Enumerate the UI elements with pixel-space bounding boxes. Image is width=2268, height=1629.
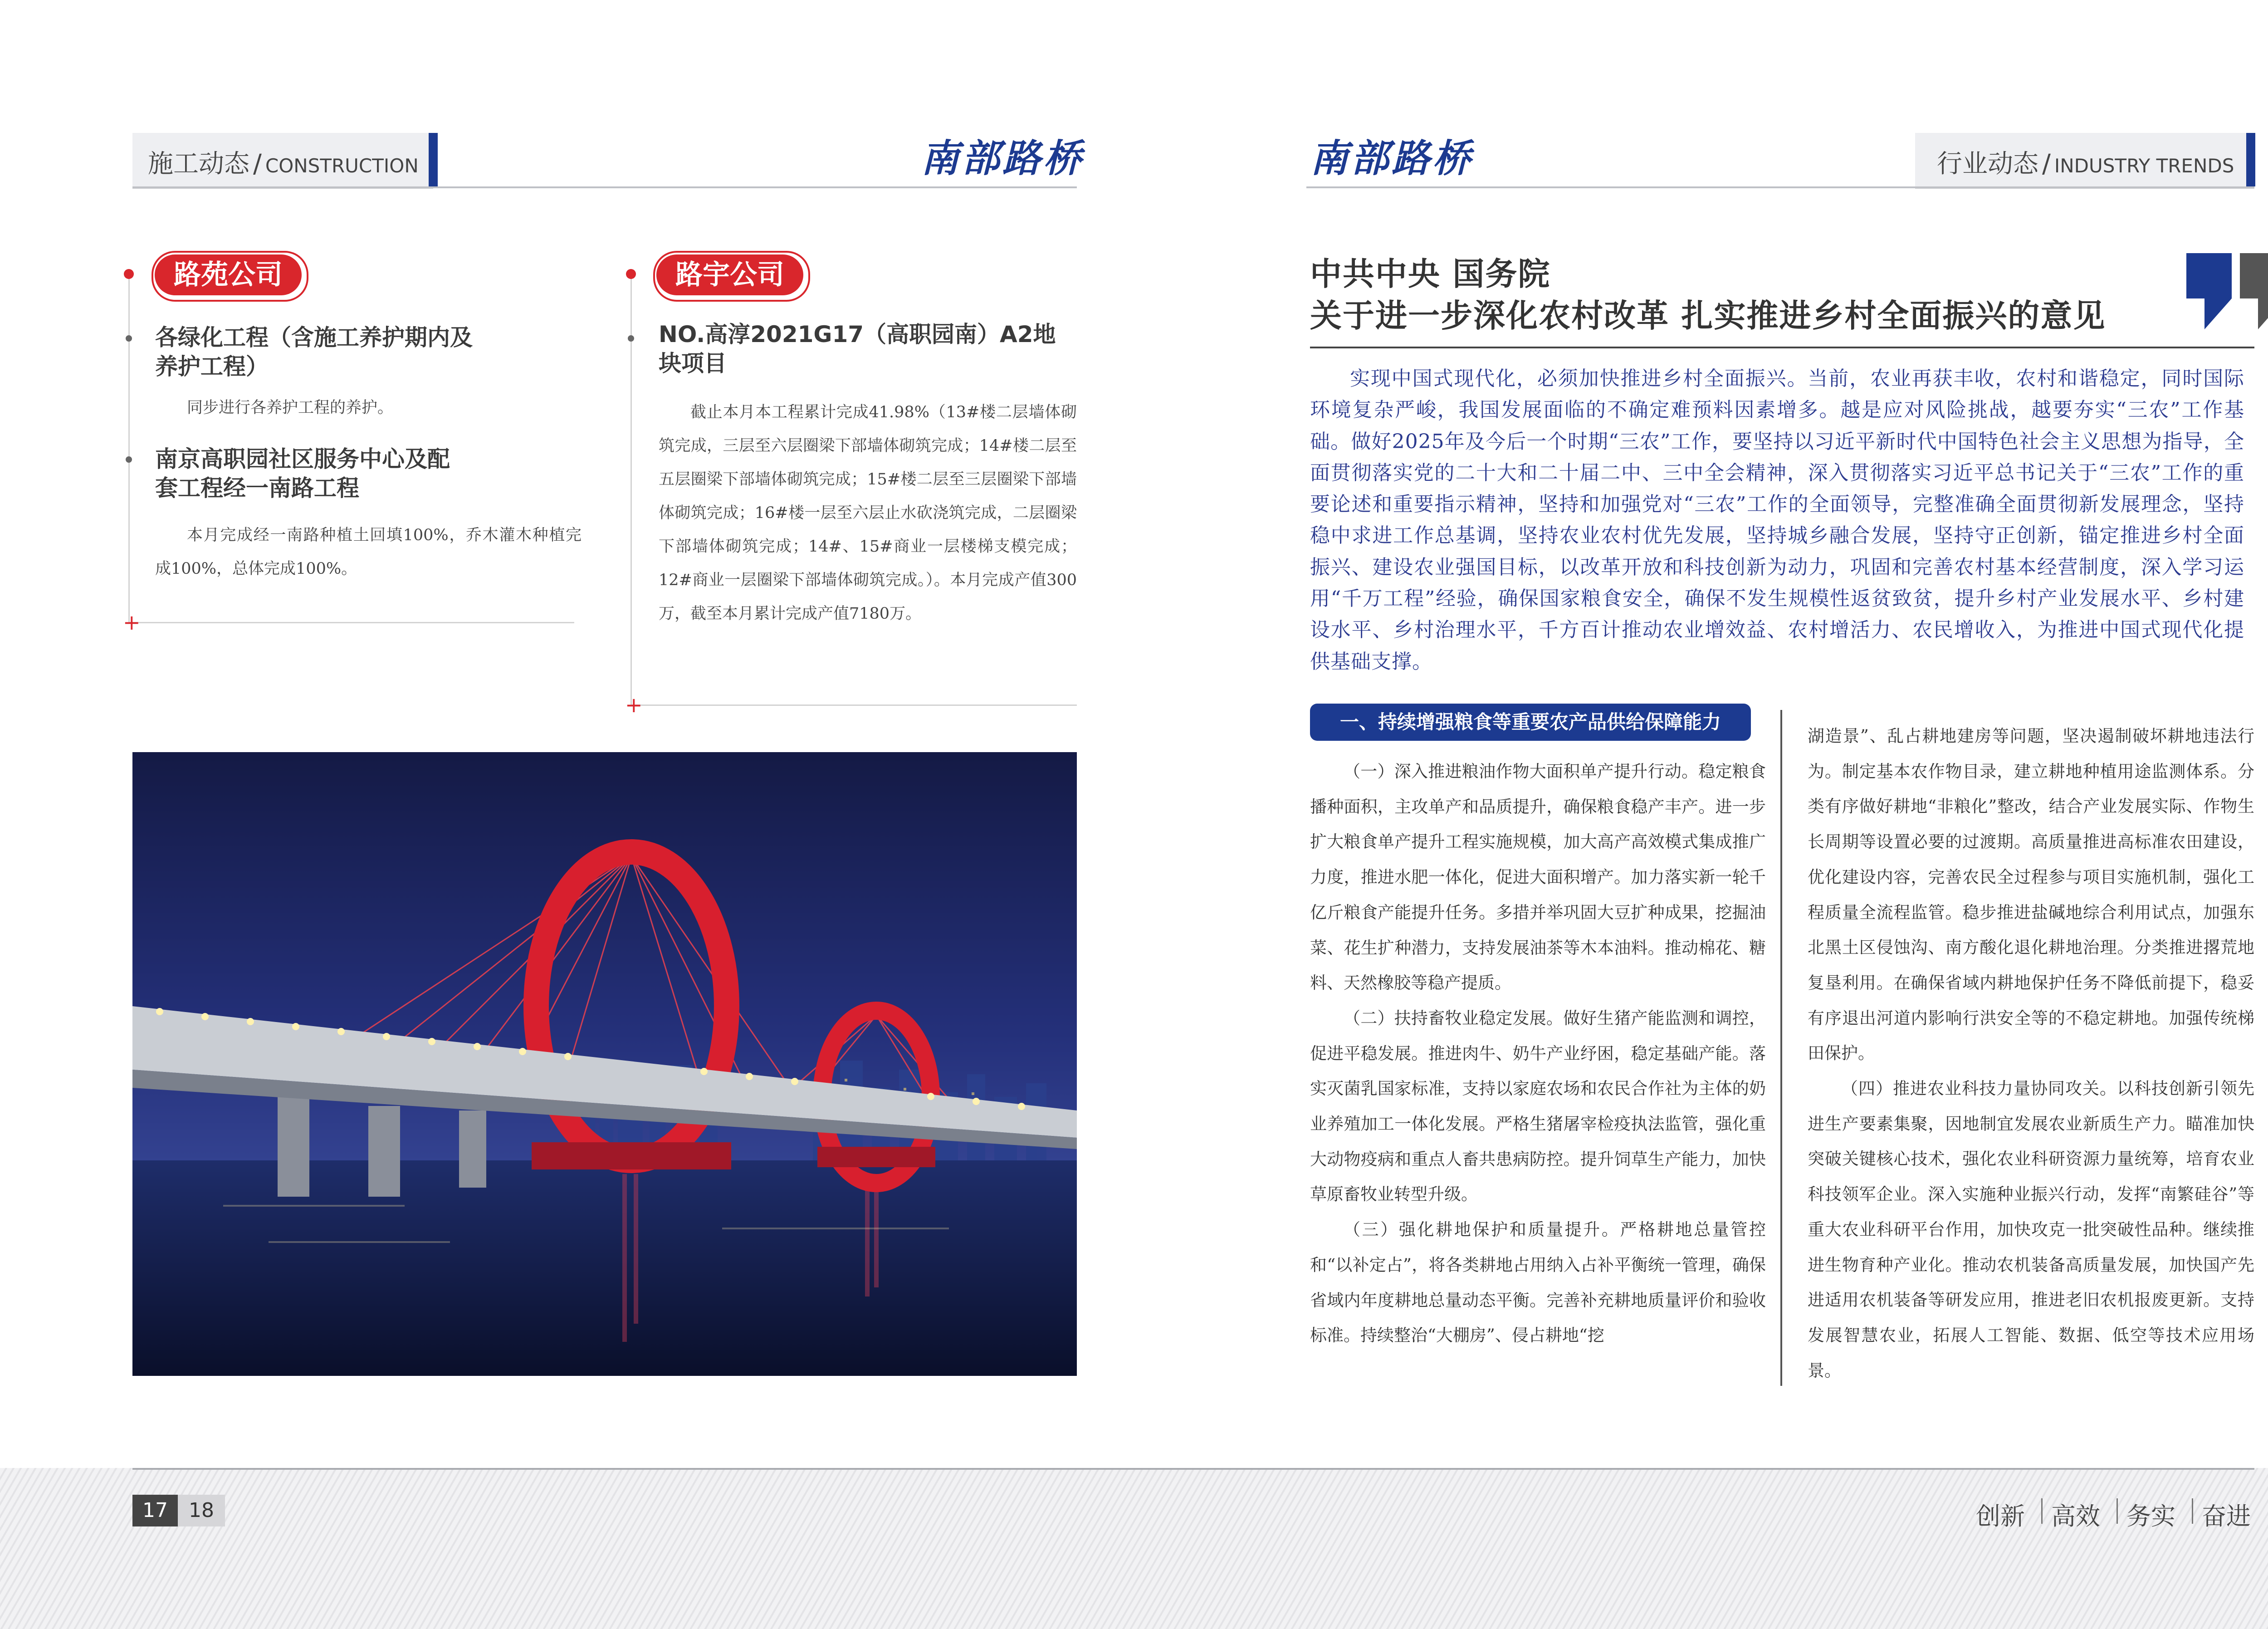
article-intro: 实现中国式现代化，必须加快推进乡村全面振兴。当前，农业再获丰收，农村和谐稳定，同时国际环境复杂严峻，我国发展面临的不确定难预料因素增多。越是应对风险挑战，越要夯实“三农”工作基础。做好2025年及今后一个时期“三农”工作，要坚持以习近平新时代中国特色社会主义思想为指导，全面贯彻落实党的二十大和二十届二中、三中全会精神，深入贯彻落实习近平总书记关于“三农”工作的重要论述和重要指示精神，坚持和加强党对“三农”工作的全面领导，完整准确全面贯彻新发展理念，坚持稳中求进工作总基调，坚持农业农村优先发展，坚持城乡融合发展，坚持守正创新，锚定推进乡村全面振兴、建设农业强国目标，以改革开放和科技创新为动力，巩固和完善农村基本经营制度，深入学习运用“千万工程”经验，确保国家粮食安全，确保不发生规模性返贫致贫，提升乡村产业发展水平、乡村建设水平、乡村治理水平，千方百计推动农业增效益、农村增活力、农民增收入，为推进中国式现代化提供基础支撑。 [1310,367,2244,673]
right-brand-logo: 南部路桥 [1310,136,1474,181]
right-section-cn: 行业动态 [1937,149,2038,179]
luyu-project1-dot [628,335,634,342]
article-title-line1: 中共中央 国务院 [1310,255,1551,293]
slogan-4: 奋进 [2202,1502,2251,1531]
article-title-line2: 关于进一步深化农村改革 扎实推进乡村全面振兴的意见 [1310,297,2106,334]
left-header-rule [132,186,1077,188]
luyuan-project2-dot [126,456,132,463]
slogan-1: 创新 [1976,1502,2025,1531]
left-section-tab [132,133,433,189]
article-title-rule [1310,347,2254,348]
slogan-2: 高效 [2051,1502,2100,1531]
luyuan-project2-body: 本月完成经一南路种植土回填100%，乔木灌木种植完成100%，总体完成100%。 [155,526,582,578]
page-number-left: 17 [132,1495,178,1526]
article-column-1 [1310,754,1766,1353]
luyu-plus-mark: + [625,693,643,717]
luyuan-project1-body: 同步进行各养护工程的养护。 [187,399,394,417]
slogan-3: 务实 [2126,1502,2175,1531]
footer-background [0,1468,2268,1629]
luyuan-project1-dot [126,335,132,342]
luyuan-project1-title: 各绿化工程（含施工养护期内及养护工程） [155,324,473,380]
col1-para1: （一）深入推进粮油作物大面积单产提升行动。稳定粮食播种面积，主攻单产和品质提升，确保粮食稳产丰产。进一步扩大粮食单产提升工程实施规模，加大高产高效模式集成推广力度，推进水肥一体化，促进大面积增产。加力落实新一轮千亿斤粮食产能提升任务。多措并举巩固大豆扩种成果，挖掘油菜、花生扩种潜力，支持发展油茶等木本油料。推动棉花、糖料、天然橡胶等稳产提质。 [1310,762,1766,993]
luyu-company-label: 路宇公司 [656,254,803,295]
footer-rule [132,1468,2254,1470]
right-section-en: INDUSTRY TRENDS [2054,155,2234,177]
luyu-project1-title: NO.高淳2021G17（高职园南）A2地块项目 [659,321,1056,377]
left-section-cn: 施工动态 [148,149,249,179]
left-section-en: CONSTRUCTION [265,155,419,177]
luyuan-bottom-rule [128,622,574,623]
col1-para2: （二）扶持畜牧业稳定发展。做好生猪产能监测和调控，促进平稳发展。推进肉牛、奶牛产业纾困，稳定基础产能。落实灭菌乳国家标准，支持以家庭农场和农民合作社为主体的奶业养殖加工一体化发展。严格生猪屠宰检疫执法监管，强化重大动物疫病和重点人畜共患病防控。提升饲草生产能力，加快草原畜牧业转型升级。 [1310,1008,1766,1204]
luyuan-dot [124,269,134,279]
right-header-rule [1306,186,2254,188]
bridge-night-photo [132,752,1077,1376]
slogan-separator-3 [2192,1498,2193,1524]
luyuan-company-label: 路苑公司 [155,254,302,295]
bridge-illustration [132,752,1077,1376]
right-section-bar [2246,133,2255,186]
article-column-2 [1808,719,2254,1388]
right-section-label [1937,144,2234,180]
page-number-right: 18 [178,1495,225,1526]
left-section-bar [429,133,438,186]
left-brand-logo: 南部路桥 [921,136,1085,181]
luyuan-plus-mark: + [123,610,141,635]
luyu-project1-body: 截止本月本工程累计完成41.98%（13#楼二层墙体砌筑完成，三层至六层圈梁下部墙体砌筑完成；14#楼二层至五层圈梁下部墙体砌筑完成；15#楼二层至三层圈梁下部墙体砌筑完成；16#楼一层至六层止水砍浇筑完成，二层圈梁下部墙体砌筑完成；14#、15#商业一层楼梯支模完成；12#商业一层圈梁下部墙体砌筑完成。）。本月完成产值300万，截至本月累计完成产值7180万。 [659,403,1077,623]
col2-para1: 湖造景”、乱占耕地建房等问题，坚决遏制破坏耕地违法行为。制定基本农作物目录，建立耕地种植用途监测体系。分类有序做好耕地“非粮化”整改，结合产业发展实际、作物生长周期等设置必要的过渡期。高质量推进高标准农田建设，优化建设内容，完善农民全过程参与项目实施机制，强化工程质量全流程监管。稳步推进盐碱地综合利用试点，加强东北黑土区侵蚀沟、南方酸化退化耕地治理。分类推进撂荒地复垦利用。在确保省域内耕地保护任务不降低前提下，稳妥有序退出河道内影响行洪安全等的不稳定耕地。加强传统梯田保护。 [1808,726,2254,1063]
luyuan-timeline [128,274,130,623]
right-section-sep: / [2042,149,2051,179]
left-section-sep: / [253,149,262,179]
slogan-separator-2 [2116,1498,2118,1524]
luyuan-project2-title: 南京高职园社区服务中心及配套工程经一南路工程 [155,446,450,501]
left-section-label [148,144,419,180]
luyu-dot [626,269,636,279]
luyu-bottom-rule [631,704,1077,706]
right-section-tab [1915,133,2254,189]
col2-para2: （四）推进农业科技力量协同攻关。以科技创新引领先进生产要素集聚，因地制宜发展农业新质生产力。瞄准加快突破关键核心技术，强化农业科研资源力量统筹，培育农业科技领军企业。深入实施种业振兴行动，发挥“南繁硅谷”等重大农业科研平台作用，加快攻克一批突破性品种。继续推进生物育种产业化。推动农机装备高质量发展，加快国产先进适用农机装备等研发应用，推进老旧农机报废更新。支持发展智慧农业，拓展人工智能、数据、低空等技术应用场景。 [1808,1079,2254,1380]
col1-para3: （三）强化耕地保护和质量提升。严格耕地总量管控和“以补定占”，将各类耕地占用纳入占补平衡统一管理，确保省域内年度耕地总量动态平衡。完善补充耕地质量评价和验收标准。持续整治“大棚房”、侵占耕地“挖 [1310,1220,1766,1345]
section1-heading: 一、持续增强粮食等重要农产品供给保障能力 [1310,704,1751,741]
slogan-separator-1 [2041,1498,2043,1524]
column-divider [1780,710,1782,1386]
quote-mark-icon [2186,253,2268,329]
